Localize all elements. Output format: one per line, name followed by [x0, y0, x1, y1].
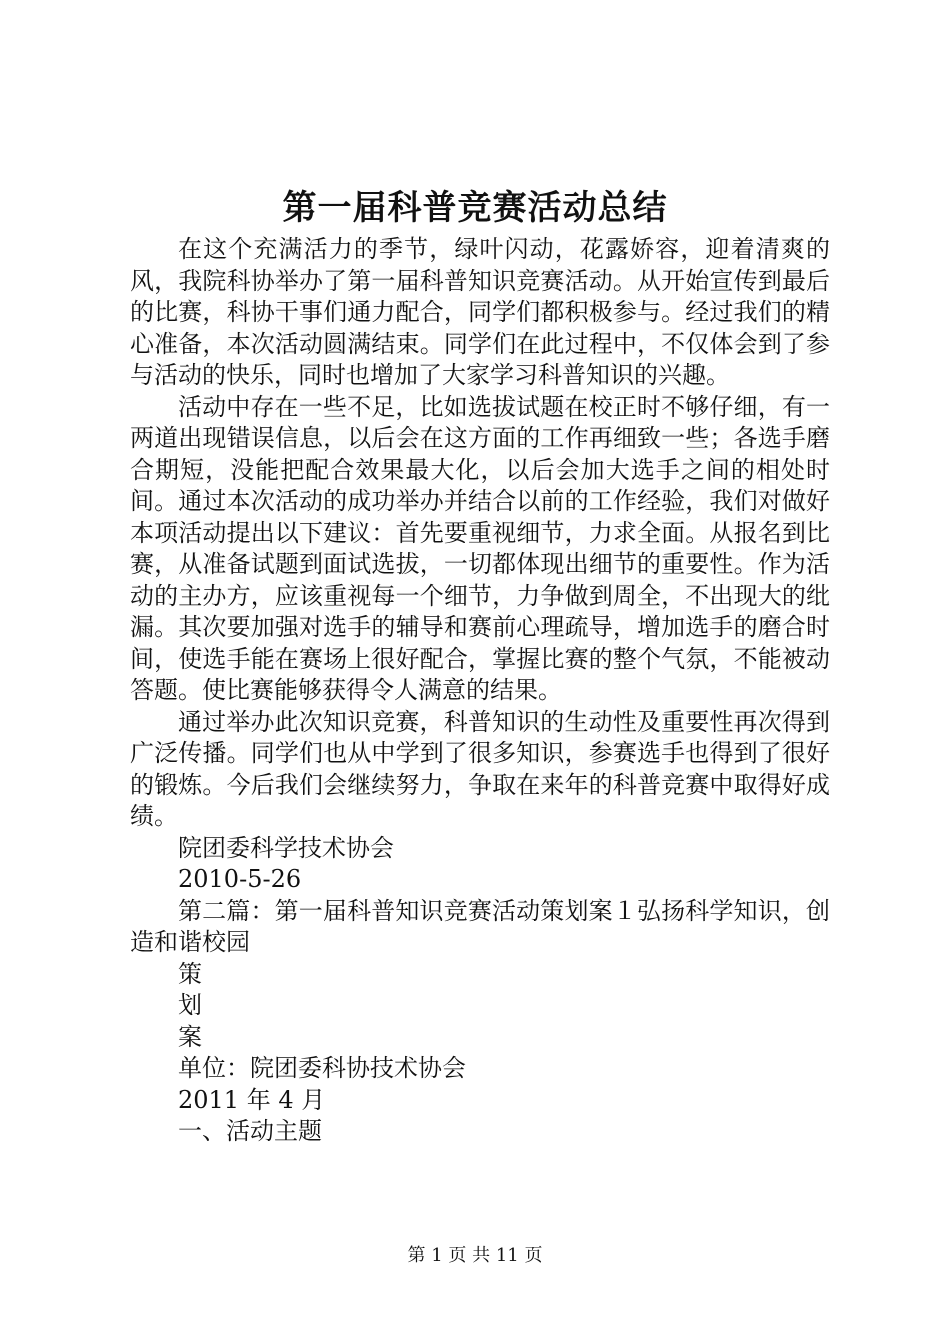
document-body [130, 234, 830, 1148]
plan-char-3: 案 [178, 1022, 202, 1051]
paragraph-3: 通过举办此次知识竞赛，科普知识的生动性及重要性再次得到广泛传播。同学们也从中学到了很多知识，参赛选手也得到了很好的锻炼。今后我们会继续努力，争取在来年的科普竞赛中取得好成绩。 [130, 707, 830, 830]
paragraph-1: 在这个充满活力的季节，绿叶闪动，花露娇容，迎着清爽的风，我院科协举办了第一届科普知识竞赛活动。从开始宣传到最后的比赛，科协干事们通力配合，同学们都积极参与。经过我们的精心准备，本次活动圆满结束。同学们在此过程中，不仅体会到了参与活动的快乐，同时也增加了大家学习科普知识的兴趣。 [130, 235, 830, 389]
section-heading: 一、活动主题 [178, 1117, 322, 1145]
page-footer: 第 1 页 共 11 页 [407, 1245, 543, 1266]
paragraph-2: 活动中存在一些不足，比如选拔试题在校正时不够仔细，有一两道出现错误信息，以后会在这方面的工作再细致一些；各选手磨合期短，没能把配合效果最大化，以后会加大选手之间的相处时间。通过本次活动的成功举办并结合以前的工作经验，我们对做好本项活动提出以下建议：首先要重视细节，力求全面。从报名到比赛，从准备试题到面试选拔，一切都体现出细节的重要性。作为活动的主办方，应该重视每一个细节，力争做到周全，不出现大的纰漏。其次要加强对选手的辅导和赛前心理疏导，增加选手的磨合时间，使选手能在赛场上很好配合，掌握比赛的整个气氛，不能被动答题。使比赛能够获得令人满意的结果。 [130, 392, 830, 704]
plan-char-2: 划 [178, 991, 202, 1019]
next-section-heading: 第二篇：第一届科普知识竞赛活动策划案１弘扬科学知识，创造和谐校园 [130, 896, 830, 956]
signature-date: 2010-5-26 [178, 865, 302, 893]
signature-org: 院团委科学技术协会 [178, 833, 394, 862]
date-line: 2011 年 4 月 [178, 1085, 326, 1114]
plan-char-1: 策 [178, 959, 202, 988]
unit-line: 单位：院团委科协技术协会 [178, 1054, 466, 1082]
document-title: 第一届科普竞赛活动总结 [282, 188, 668, 228]
